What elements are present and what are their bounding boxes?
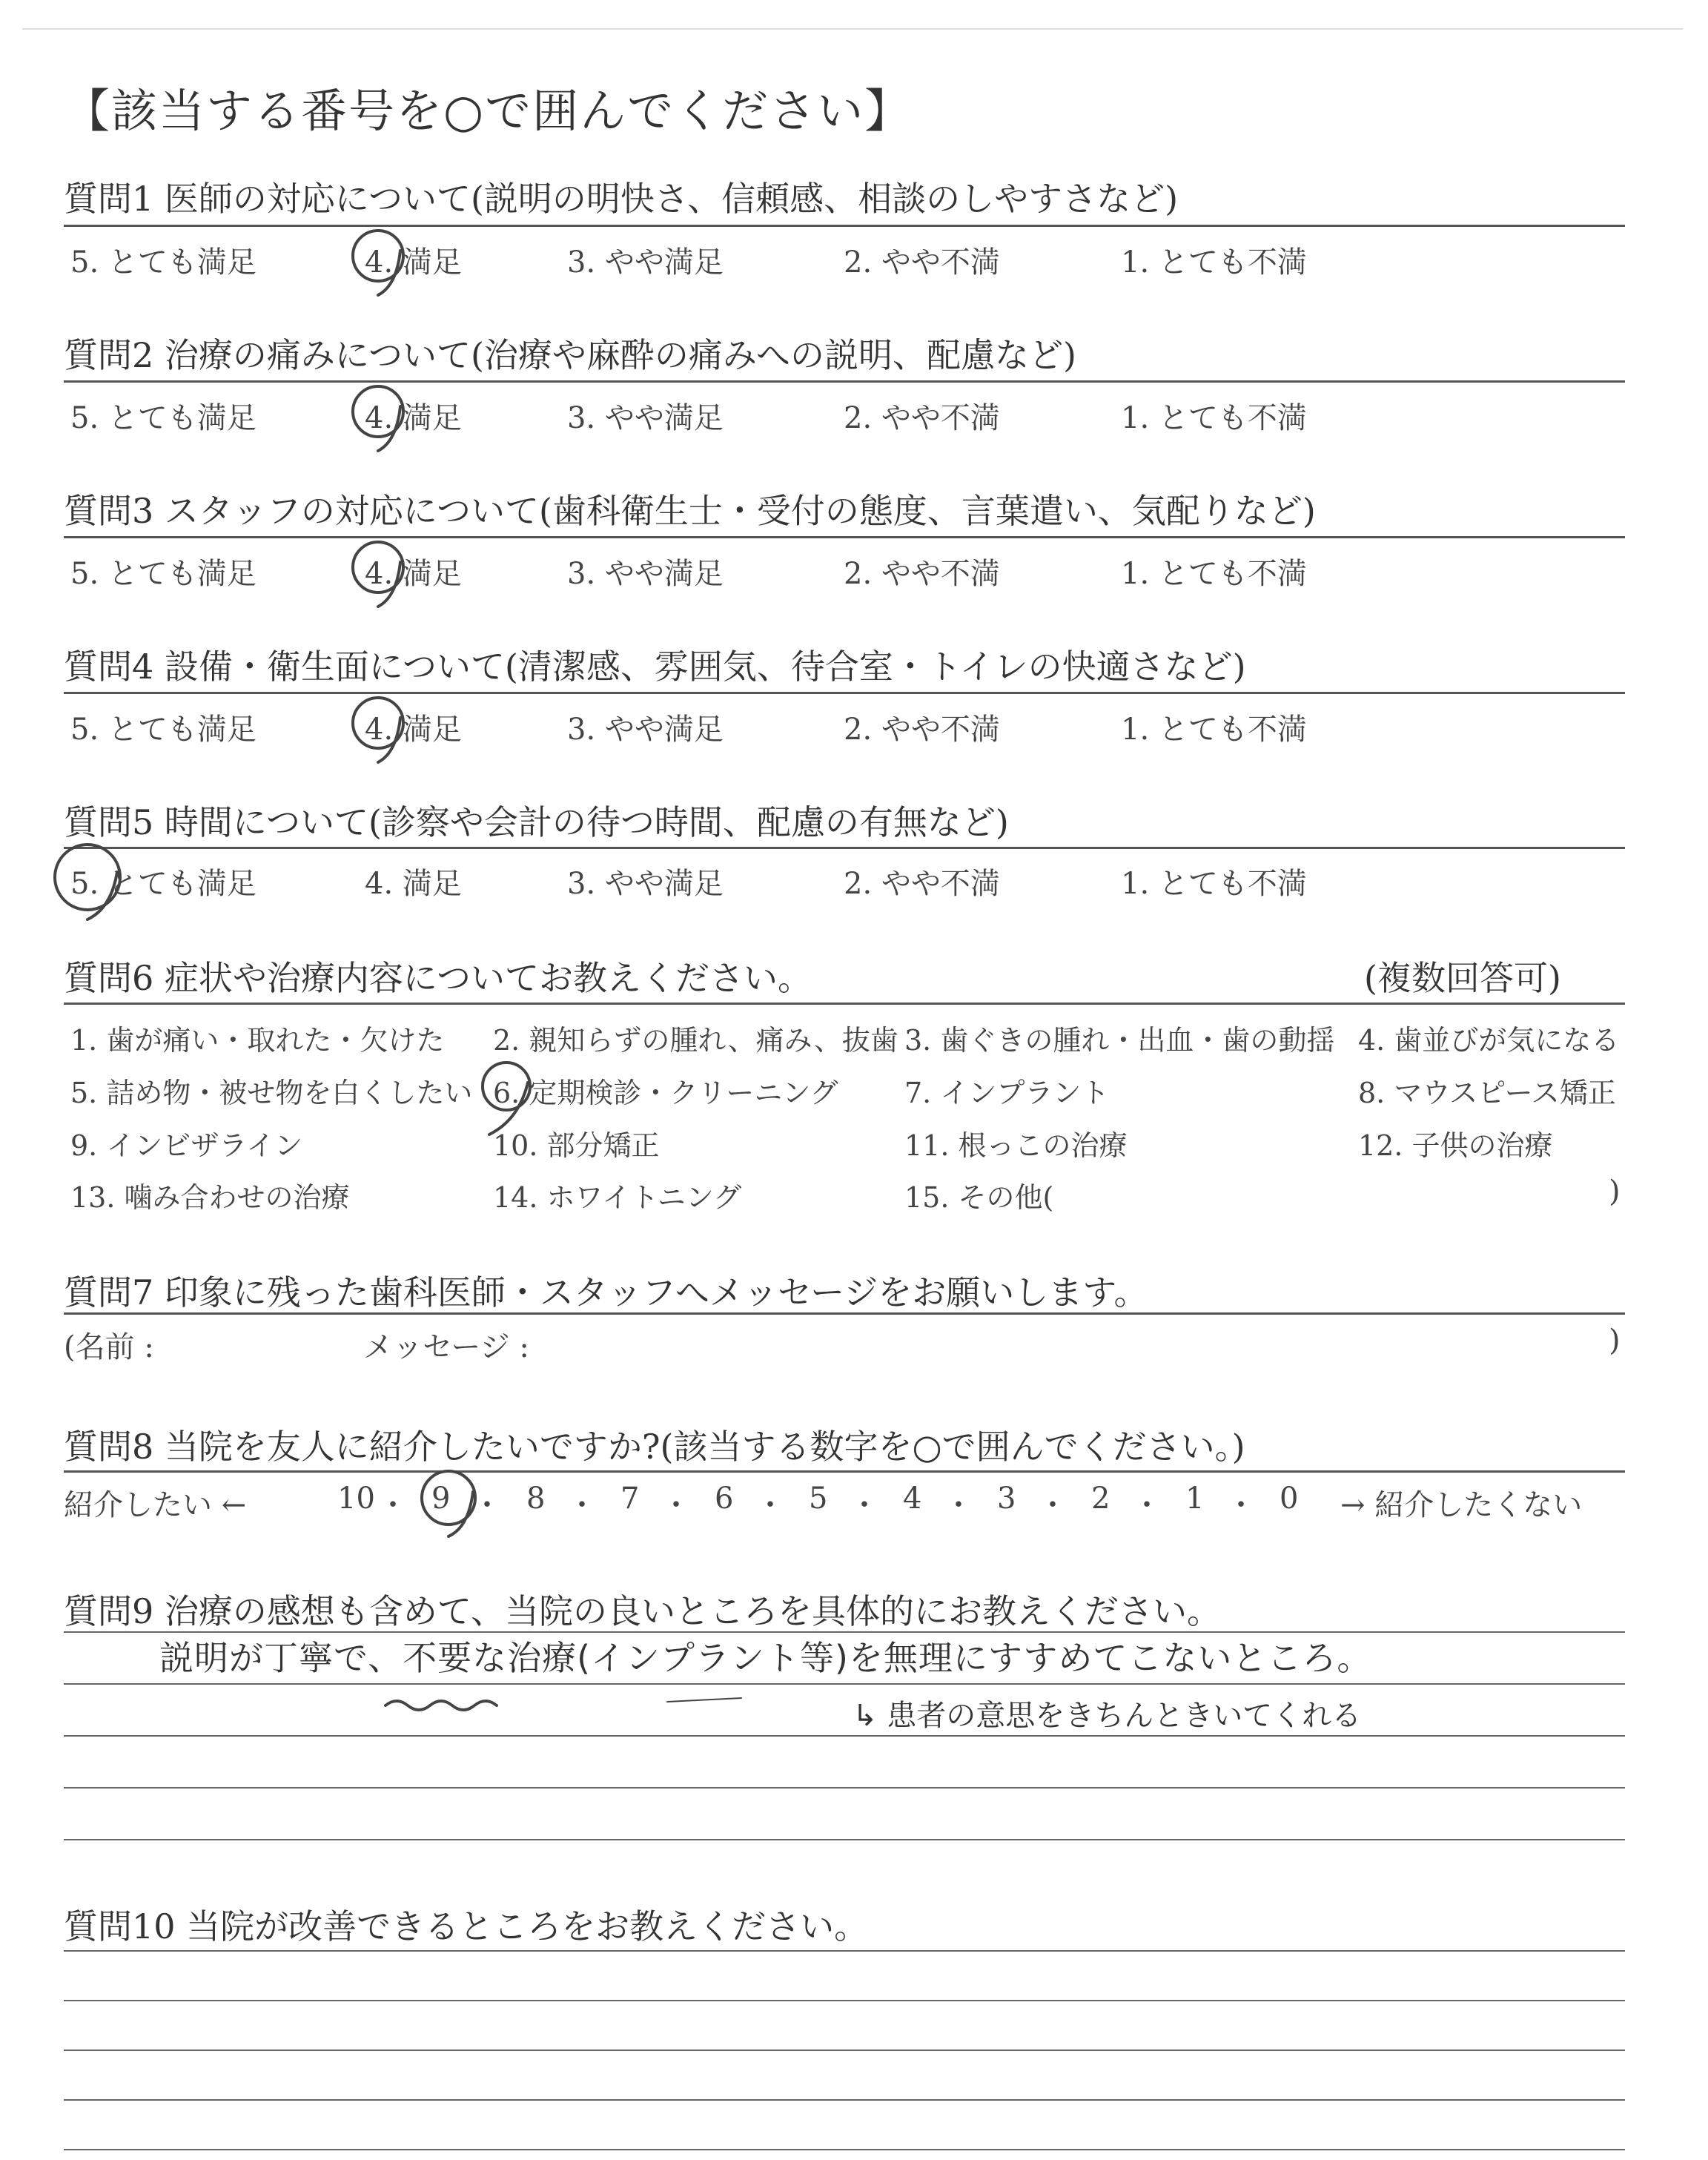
q1-option-3[interactable]: 3. やや満足 — [567, 245, 724, 280]
question-3-label: 質問3 スタッフの対応について(歯科衛生士・受付の態度、言葉遣い、気配りなど) — [64, 491, 1316, 531]
q2-option-4[interactable]: 4. 満足 — [365, 401, 462, 435]
q8-scale-3[interactable]: 3 — [997, 1482, 1016, 1516]
q6-option-12[interactable]: 12. 子供の治療 — [1358, 1129, 1553, 1162]
q6-option-5[interactable]: 5. 詰め物・被せ物を白くしたい — [70, 1077, 473, 1109]
q8-scale-1[interactable]: 1 — [1185, 1482, 1205, 1516]
q4-circle-mark — [353, 698, 403, 762]
q5-option-3[interactable]: 3. やや満足 — [567, 867, 724, 901]
q6-option-4[interactable]: 4. 歯並びが気になる — [1358, 1024, 1620, 1057]
q8-scale-6[interactable]: 6 — [715, 1482, 734, 1516]
q2-option-1[interactable]: 1. とても不満 — [1121, 401, 1307, 435]
q6-option-14[interactable]: 14. ホワイトニング — [493, 1181, 742, 1214]
q1-circle-mark — [353, 231, 403, 295]
q4-option-1[interactable]: 1. とても不満 — [1121, 713, 1307, 747]
q3-option-4[interactable]: 4. 満足 — [365, 557, 462, 591]
q5-option-1[interactable]: 1. とても不満 — [1121, 867, 1307, 901]
q6-option-11[interactable]: 11. 根っこの治療 — [904, 1129, 1128, 1162]
q9-answer-line-1: 説明が丁寧で、不要な治療(インプラント等)を無理にすすめてこないところ。 — [159, 1638, 1372, 1678]
q8-circle-mark — [422, 1471, 475, 1536]
q7-close: ) — [1609, 1324, 1621, 1358]
q9-underline — [667, 1698, 741, 1702]
q4-option-4[interactable]: 4. 満足 — [365, 713, 462, 747]
q6-option-13[interactable]: 13. 噛み合わせの治療 — [70, 1181, 350, 1214]
q1-option-1[interactable]: 1. とても不満 — [1121, 245, 1307, 280]
q7-name-label: (名前 : — [64, 1330, 154, 1364]
q8-scale-separator: ・ — [472, 1488, 502, 1522]
q8-scale-separator: ・ — [1132, 1488, 1162, 1522]
question-10-label: 質問10 当院が改善できるところをお教えください。 — [64, 1906, 869, 1946]
q8-right-label: → 紹介したくない — [1340, 1488, 1583, 1522]
question-8-label: 質問8 当院を友人に紹介したいですか?(該当する数字を○で囲んでください。) — [64, 1427, 1245, 1467]
q7-message-label: メッセージ : — [363, 1330, 529, 1364]
q8-left-label: 紹介したい ← — [64, 1488, 247, 1522]
q4-option-2[interactable]: 2. やや不満 — [844, 713, 1000, 747]
q8-scale-separator: ・ — [755, 1488, 785, 1522]
q9-underline-squiggle — [385, 1701, 497, 1710]
question-5-label: 質問5 時間について(診察や会計の待つ時間、配慮の有無など) — [64, 802, 1009, 842]
q8-scale-separator: ・ — [661, 1488, 691, 1522]
q6-option-15[interactable]: 15. その他( — [904, 1181, 1054, 1214]
page-title: 【該当する番号を○で囲んでください】 — [64, 84, 913, 138]
q8-scale-5[interactable]: 5 — [809, 1482, 828, 1516]
q5-option-2[interactable]: 2. やや不満 — [844, 867, 1000, 901]
q8-scale-8[interactable]: 8 — [526, 1482, 546, 1516]
q1-option-4[interactable]: 4. 満足 — [365, 245, 462, 280]
q3-option-5[interactable]: 5. とても満足 — [70, 557, 256, 591]
q6-option-6[interactable]: 6. 定期検診・クリーニング — [493, 1077, 838, 1109]
q6-circle-mark — [483, 1063, 530, 1135]
q6-option-1[interactable]: 1. 歯が痛い・取れた・欠けた — [70, 1024, 445, 1057]
q8-scale-separator: ・ — [944, 1488, 973, 1522]
q6-option-3[interactable]: 3. 歯ぐきの腫れ・出血・歯の動揺 — [904, 1024, 1335, 1057]
question-1-label: 質問1 医師の対応について(説明の明快さ、信頼感、相談のしやすさなど) — [64, 179, 1179, 219]
q8-scale-0[interactable]: 0 — [1280, 1482, 1299, 1516]
q5-circle-mark — [55, 845, 120, 919]
question-9-label: 質問9 治療の感想も含めて、当院の良いところを具体的にお教えください。 — [64, 1591, 1221, 1631]
q3-circle-mark — [353, 542, 403, 607]
question-2-label: 質問2 治療の痛みについて(治療や麻酔の痛みへの説明、配慮など) — [64, 335, 1076, 375]
q2-circle-mark — [353, 386, 403, 451]
q6-option-10[interactable]: 10. 部分矯正 — [493, 1129, 660, 1162]
q8-scale-separator: ・ — [378, 1488, 408, 1522]
q8-scale-separator: ・ — [1038, 1488, 1068, 1522]
q8-scale-separator: ・ — [850, 1488, 879, 1522]
q6-option-2[interactable]: 2. 親知らずの腫れ、痛み、抜歯 — [493, 1024, 898, 1057]
q3-option-2[interactable]: 2. やや不満 — [844, 557, 1000, 591]
q8-scale-4[interactable]: 4 — [903, 1482, 922, 1516]
q3-option-1[interactable]: 1. とても不満 — [1121, 557, 1307, 591]
q4-option-3[interactable]: 3. やや満足 — [567, 713, 724, 747]
question-6-note: (複数回答可) — [1364, 958, 1561, 998]
question-6-label: 質問6 症状や治療内容についてお教えください。 — [64, 958, 812, 998]
question-7-label: 質問7 印象に残った歯科医師・スタッフへメッセージをお願いします。 — [64, 1272, 1148, 1312]
q6-option-7[interactable]: 7. インプラント — [904, 1077, 1110, 1109]
q6-option-9[interactable]: 9. インビザライン — [70, 1129, 303, 1162]
question-4-label: 質問4 設備・衛生面について(清潔感、雰囲気、待合室・トイレの快適さなど) — [64, 647, 1246, 687]
q8-scale-2[interactable]: 2 — [1091, 1482, 1110, 1516]
q2-option-5[interactable]: 5. とても満足 — [70, 401, 256, 435]
q8-scale-9[interactable]: 9 — [431, 1482, 451, 1516]
q1-option-2[interactable]: 2. やや不満 — [844, 245, 1000, 280]
q4-option-5[interactable]: 5. とても満足 — [70, 713, 256, 747]
q5-option-4[interactable]: 4. 満足 — [365, 867, 462, 901]
q8-scale-separator: ・ — [1226, 1488, 1256, 1522]
q1-option-5[interactable]: 5. とても満足 — [70, 245, 256, 280]
q8-scale-10[interactable]: 10 — [337, 1482, 375, 1516]
q2-option-2[interactable]: 2. やや不満 — [844, 401, 1000, 435]
q8-scale-separator: ・ — [567, 1488, 597, 1522]
q8-scale-7[interactable]: 7 — [620, 1482, 640, 1516]
q5-option-5[interactable]: 5. とても満足 — [70, 867, 256, 901]
q3-option-3[interactable]: 3. やや満足 — [567, 557, 724, 591]
q6-option-8[interactable]: 8. マウスピース矯正 — [1358, 1077, 1616, 1109]
q6-other-close: ) — [1609, 1175, 1621, 1209]
q9-answer-line-2: ↳ 患者の意思をきちんときいてくれる — [853, 1699, 1362, 1733]
q2-option-3[interactable]: 3. やや満足 — [567, 401, 724, 435]
